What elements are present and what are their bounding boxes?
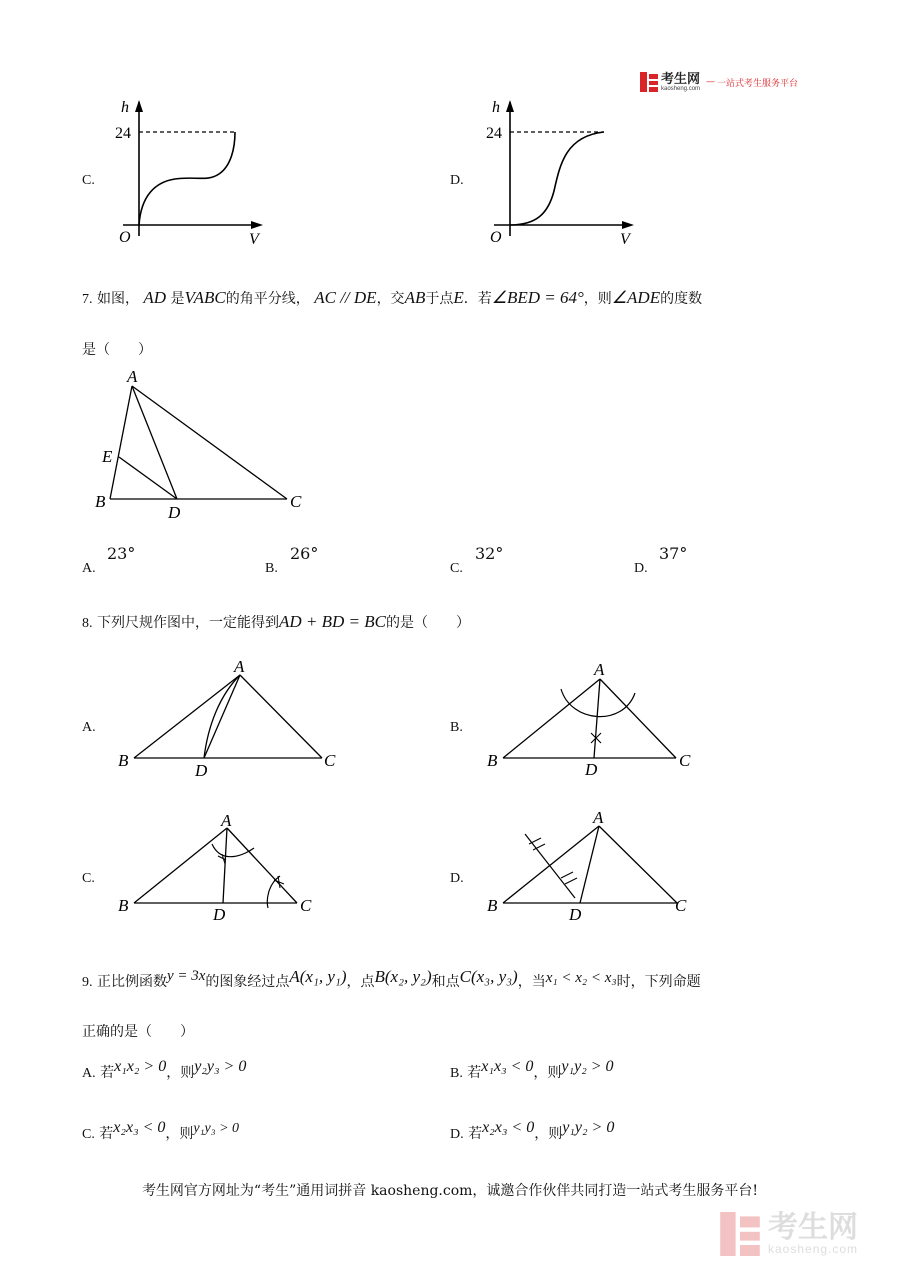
svg-text:D: D xyxy=(195,761,208,780)
q7-option-a[interactable]: A. xyxy=(82,561,96,576)
svg-text:A: A xyxy=(593,808,604,827)
q8-figure-c xyxy=(112,808,332,926)
logo-en: kaosheng.com xyxy=(661,85,701,92)
svg-text:A: A xyxy=(594,660,605,679)
q9-option-b[interactable]: B. 若x₁x₃ < 0，则y₁y₂ > 0 xyxy=(450,1058,614,1081)
watermark-en: kaosheng.com xyxy=(768,1242,859,1256)
q6-option-d-label: D. xyxy=(450,173,464,188)
svg-text:B: B xyxy=(487,751,498,770)
point-d-label: D xyxy=(168,503,181,522)
curve-c xyxy=(139,132,235,225)
q8-option-d[interactable]: D. xyxy=(450,871,464,886)
footer-text: 考生网官方网址为“考生”通用词拼音 kaosheng.com，诚邀合作伙伴共同打造一站式考生服务平台! xyxy=(141,1183,759,1199)
header-logo: 考生网 kaosheng.com — 一站式考生服务平台 xyxy=(640,72,798,92)
svg-text:B: B xyxy=(118,751,129,770)
svg-text:B: B xyxy=(487,896,498,915)
tick-24-label: 24 xyxy=(486,125,502,142)
segment-ab xyxy=(110,386,132,499)
q8-option-a[interactable]: A. xyxy=(82,720,96,735)
watermark-cn: 考生网 xyxy=(768,1210,858,1245)
q6-option-c-label: C. xyxy=(82,173,95,188)
arc-mark-icon xyxy=(529,838,545,850)
point-b-label: B xyxy=(95,492,106,511)
point-c-label: C xyxy=(290,492,302,511)
svg-text:C: C xyxy=(324,751,336,770)
axis-h-label: h xyxy=(492,99,500,116)
bisector-line xyxy=(525,834,575,898)
q7-option-a-value: 23° xyxy=(107,544,136,563)
point-e-label: E xyxy=(102,447,113,466)
point-a-label: A xyxy=(127,367,138,386)
q9-option-d[interactable]: D. 若x₂x₃ < 0，则y₁y₂ > 0 xyxy=(450,1119,615,1142)
y-axis-arrow-icon xyxy=(135,100,143,112)
x-axis-arrow-icon xyxy=(622,221,634,229)
q7-figure xyxy=(92,366,312,522)
axis-v-label: V xyxy=(249,231,259,248)
tick-mark-icon xyxy=(274,876,284,888)
q6-graph-d xyxy=(486,96,646,252)
q8-stem: 8. 下列尺规作图中，一定能得到AD + BD = BC的是（ ） xyxy=(82,612,470,631)
q7-option-c-value: 32° xyxy=(475,544,504,563)
q7-number: 7. xyxy=(82,292,93,307)
segment-ac xyxy=(132,386,287,499)
logo-cn: 考生网 xyxy=(661,71,701,87)
q9-stem-line2: 正确的是（ ） xyxy=(82,1024,194,1040)
q8-figure-d xyxy=(483,808,703,926)
svg-text:A: A xyxy=(221,811,232,830)
curve-d xyxy=(510,132,604,225)
origin-label: O xyxy=(490,229,502,246)
svg-text:C: C xyxy=(679,751,691,770)
q7-option-d-value: 37° xyxy=(659,544,688,563)
watermark-logo-icon xyxy=(718,1212,762,1256)
q7-option-b-value: 26° xyxy=(290,544,319,563)
svg-text:D: D xyxy=(213,905,226,924)
svg-text:A: A xyxy=(234,657,245,676)
y-axis-arrow-icon xyxy=(506,100,514,112)
svg-text:D: D xyxy=(585,760,598,779)
q7-option-c[interactable]: C. xyxy=(450,561,463,576)
q9-stem-line1: 9. 正比例函数y = 3x的图象经过点A(x₁, y₁)，点B(x₂, y₂)和点C(x₃, y₃)，当x₁ < x₂ < x₃时，下列命题 xyxy=(82,967,701,990)
q7-stem-line1: 7. 如图， AD 是VABC的角平分线， AC // DE，交AB于点E．若∠BED = 64°，则∠ADE的度数 xyxy=(82,288,703,307)
svg-text:D: D xyxy=(569,905,582,924)
svg-text:C: C xyxy=(300,896,312,915)
q7-option-b[interactable]: B. xyxy=(265,561,278,576)
q9-option-c[interactable]: C. 若x₂x₃ < 0，则y₁y₃ > 0 xyxy=(82,1119,240,1142)
svg-text:C: C xyxy=(675,896,687,915)
svg-text:B: B xyxy=(118,896,129,915)
origin-label: O xyxy=(119,229,131,246)
q6-graph-c xyxy=(115,96,275,252)
q7-stem-line2: 是（ ） xyxy=(82,342,152,358)
kaosheng-logo-icon xyxy=(640,72,658,92)
tick-24-label: 24 xyxy=(115,125,131,142)
axis-h-label: h xyxy=(121,99,129,116)
q7-option-d[interactable]: D. xyxy=(634,561,648,576)
q8-option-b[interactable]: B. xyxy=(450,720,463,735)
q8-figure-a xyxy=(112,655,352,780)
header-slogan: 一站式考生服务平台 xyxy=(717,78,799,89)
axis-v-label: V xyxy=(620,231,630,248)
watermark xyxy=(718,1212,858,1256)
q8-figure-b xyxy=(483,655,703,780)
q8-option-c[interactable]: C. xyxy=(82,871,95,886)
q9-option-a[interactable]: A. 若x₁x₂ > 0，则y₂y₃ > 0 xyxy=(82,1058,247,1081)
x-axis-arrow-icon xyxy=(251,221,263,229)
q7-options xyxy=(82,544,822,576)
